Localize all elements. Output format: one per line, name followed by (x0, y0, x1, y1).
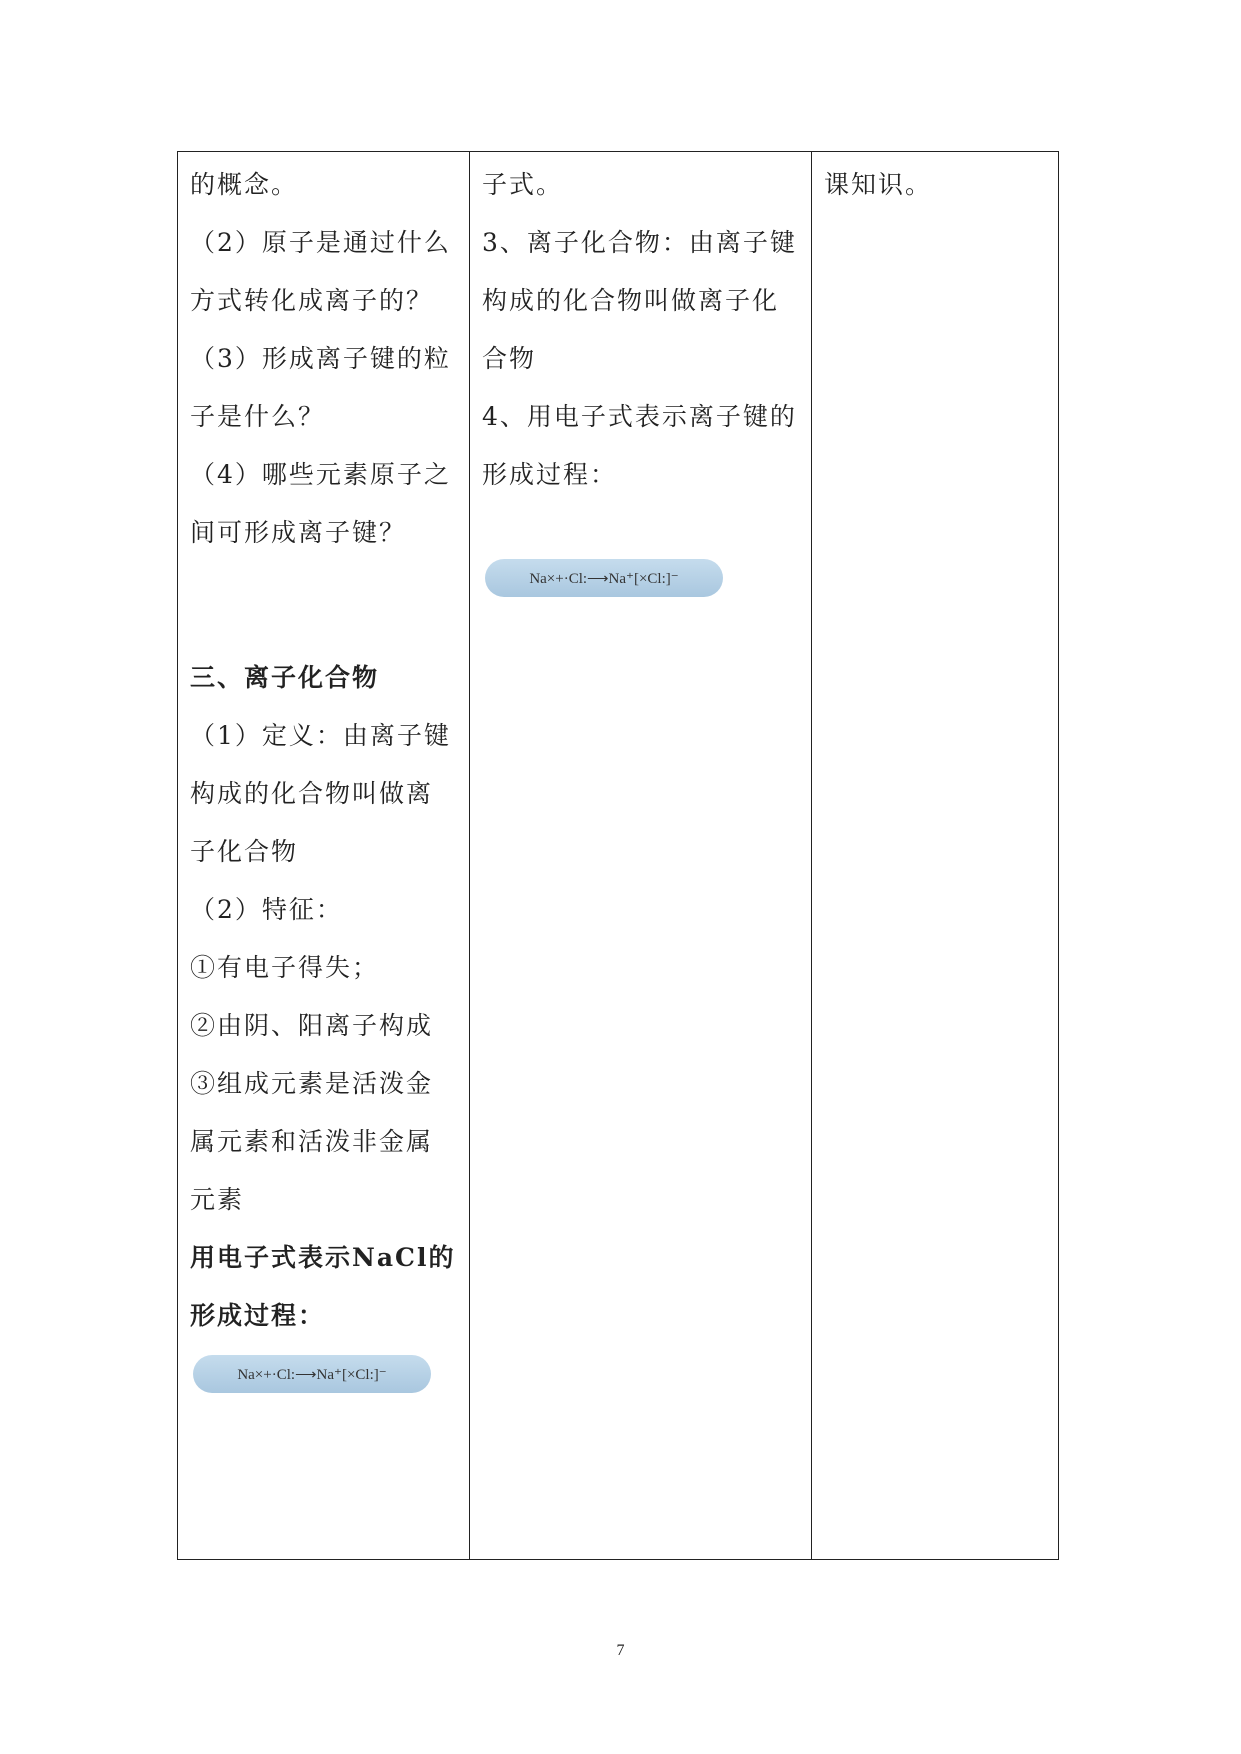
text-line: （1）定义：由离子键 (190, 721, 451, 750)
text-line: 方式转化成离子的？ (190, 286, 434, 315)
text-line: 3、离子化合物：由离子键 (482, 228, 797, 257)
section-heading: 三、离子化合物 (190, 663, 380, 692)
electron-formula-image: Na×+·Cl:⟶Na⁺[×Cl:]⁻ (485, 559, 723, 597)
text-line: 4、用电子式表示离子键的 (482, 402, 797, 431)
text-line: 构成的化合物叫做离 (190, 779, 434, 808)
table-column-3 (812, 152, 1058, 1559)
page-number: 7 (616, 1642, 625, 1659)
text-line: 间可形成离子键？ (190, 518, 407, 547)
text-line: 的概念。 (190, 170, 299, 199)
text-line: 子式。 (482, 170, 564, 199)
text-line: ①有电子得失； (190, 953, 380, 982)
table-column-2 (470, 152, 812, 1559)
text-line: （2）特征： (190, 895, 343, 924)
text-line: ③组成元素是活泼金 (190, 1069, 434, 1098)
text-line: ②由阴、阳离子构成 (190, 1011, 434, 1040)
text-line: 形成过程： (482, 460, 618, 489)
electron-formula-image: Na×+·Cl:⟶Na⁺[×Cl:]⁻ (193, 1355, 431, 1393)
text-line: 合物 (482, 344, 537, 373)
text-line: （4）哪些元素原子之 (190, 460, 451, 489)
text-line: （2）原子是通过什么 (190, 228, 451, 257)
bold-text-line: 用电子式表示NaCl的 (190, 1243, 456, 1272)
text-line: 子是什么？ (190, 402, 326, 431)
content-table (177, 151, 1059, 1560)
bold-text-line: 形成过程： (190, 1301, 326, 1330)
text-line: 元素 (190, 1185, 245, 1214)
table-column-1 (178, 152, 470, 1559)
text-line: 子化合物 (190, 837, 299, 866)
text-line: （3）形成离子键的粒 (190, 344, 451, 373)
text-line: 课知识。 (824, 170, 933, 199)
text-line: 构成的化合物叫做离子化 (482, 286, 780, 315)
text-line: 属元素和活泼非金属 (190, 1127, 434, 1156)
